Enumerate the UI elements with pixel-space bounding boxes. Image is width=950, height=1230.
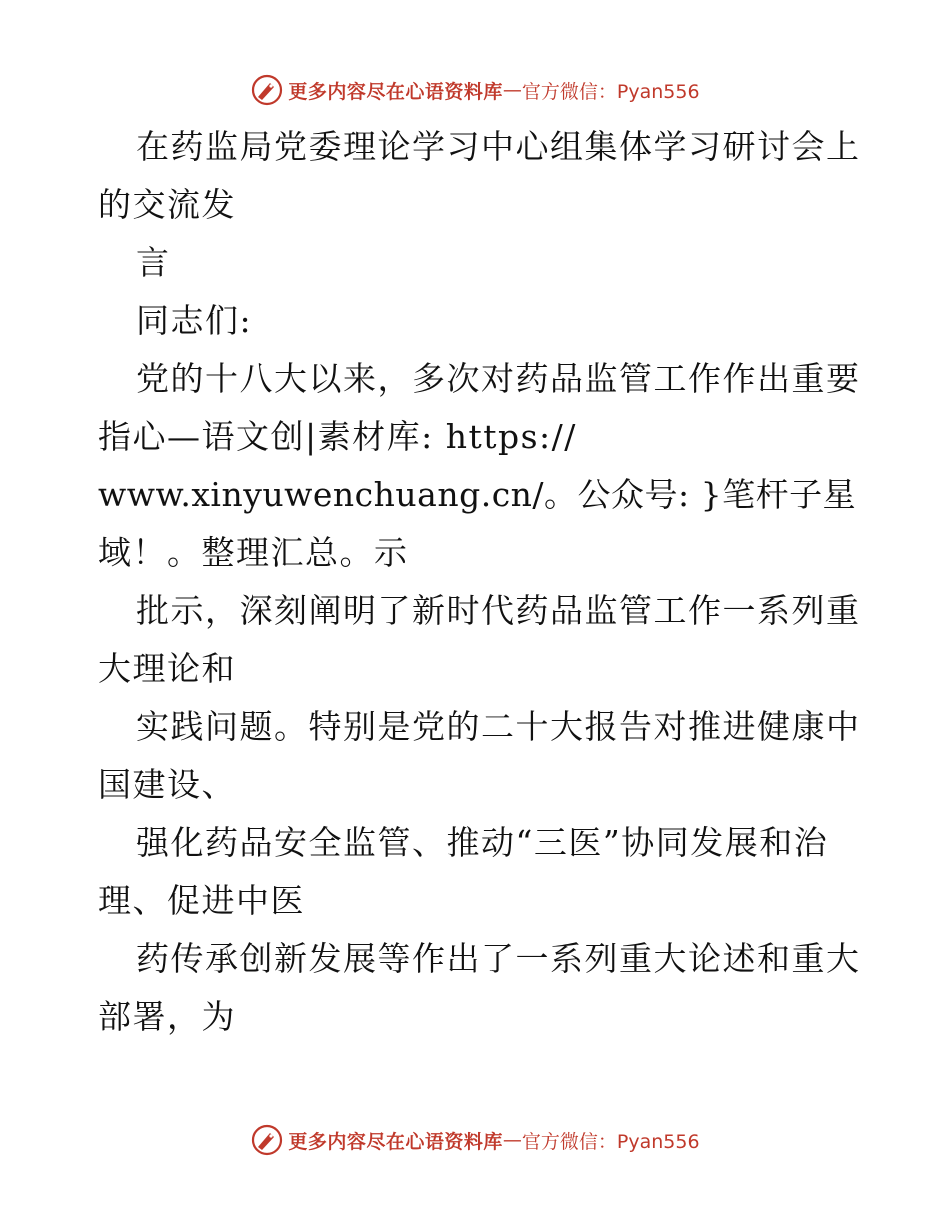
doc-line: 强化药品安全监管、推动“三医”协同发展和治: [136, 823, 829, 862]
doc-line: 药传承创新发展等作出了一系列重大论述和重大: [136, 939, 861, 978]
doc-line: 域！。整理汇总。示: [98, 533, 409, 572]
watermark-banner-top: [0, 68, 950, 112]
watermark-dash: —: [502, 1129, 522, 1151]
doc-line: 国建设、: [98, 765, 236, 804]
doc-line: 党的十八大以来，多次对药品监管工作作出重要: [136, 359, 861, 398]
watermark-contact: 官方微信：Pyan556: [521, 80, 700, 103]
doc-line: 同志们:: [136, 301, 253, 340]
watermark-dash: —: [502, 79, 522, 101]
doc-line: www.xinyuwenchuang.cn/。公众号: }笔杆子星: [98, 475, 857, 514]
watermark-main-text: 更多内容尽在心语资料库: [288, 80, 503, 103]
watermark-banner-bottom: [0, 1118, 950, 1162]
doc-line: 实践问题。特别是党的二十大报告对推进健康中: [136, 707, 861, 746]
doc-line: 大理论和: [98, 649, 236, 688]
doc-line: 在药监局党委理论学习中心组集体学习研讨会上: [136, 127, 861, 166]
watermark-contact: 官方微信：Pyan556: [521, 1130, 700, 1153]
pen-nib-logo-icon: [250, 1123, 284, 1157]
doc-line: 指心—语文创|素材库: https://: [98, 417, 577, 456]
doc-line: 理、促进中医: [98, 881, 305, 920]
doc-line: 言: [136, 243, 171, 282]
document-body: [98, 118, 868, 1046]
pen-nib-logo-icon: [250, 73, 284, 107]
doc-line: 批示，深刻阐明了新时代药品监管工作一系列重: [136, 591, 861, 630]
doc-line: 的交流发: [98, 185, 236, 224]
watermark-main-text: 更多内容尽在心语资料库: [288, 1130, 503, 1153]
doc-line: 部署，为: [98, 997, 236, 1036]
